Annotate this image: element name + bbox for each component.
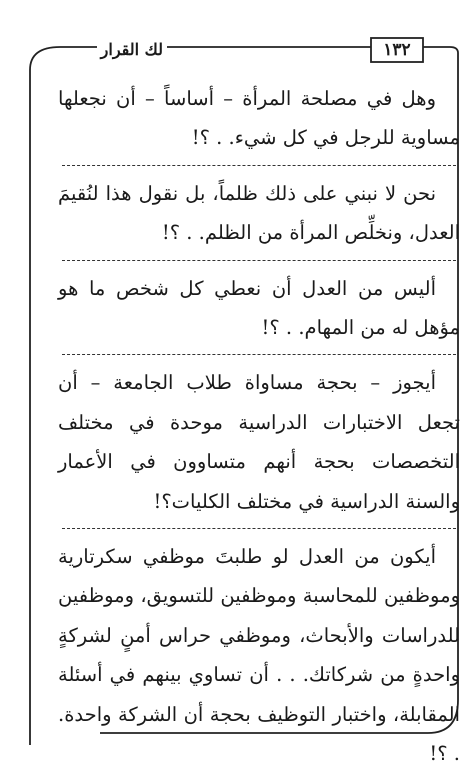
paragraph-divider bbox=[62, 260, 456, 261]
paragraph-divider bbox=[62, 354, 456, 355]
paragraph-divider bbox=[62, 528, 456, 529]
page-number: ١٣٢ bbox=[383, 40, 411, 60]
paragraph-4: أيجوز – بحجة مساواة طلاب الجامعة – أن تجعل الاختبارات الدراسية موحدة في مختلف التخصصات بحجة أنهم متساوون في الأعمار والسنة الدراسية في مختلف الكليات؟! bbox=[58, 371, 460, 513]
paragraph-5: أيكون من العدل لو طلبتَ موظفي سكرتارية وموظفين للمحاسبة وموظفين للتسويق، وموظفين للدراسات والأبحاث، وموظفي حراس أمنٍ لشركةٍ واحدةٍ من شركاتك. . . أن تساوي بينهم في أسئلة المقابلة، واختبار التوظيف بحجة أن الشركة واحدة. . ؟! bbox=[58, 545, 460, 766]
paragraph-2: نحن لا نبني على ذلك ظلماً، بل نقول هذا لنُقيمَ العدل، ونخلِّص المرأة من الظلم. . ؟! bbox=[58, 181, 460, 245]
paragraph-divider bbox=[62, 165, 456, 166]
body-text bbox=[58, 79, 460, 766]
running-header: لك القرار bbox=[97, 38, 167, 62]
paragraph-1: وهل في مصلحة المرأة – أساساً – أن نجعلها مساوية للرجل في كل شيء. . ؟! bbox=[58, 87, 460, 150]
paragraph-3: أليس من العدل أن نعطي كل شخص ما هو مؤهل له من المهام. . ؟! bbox=[58, 276, 460, 340]
